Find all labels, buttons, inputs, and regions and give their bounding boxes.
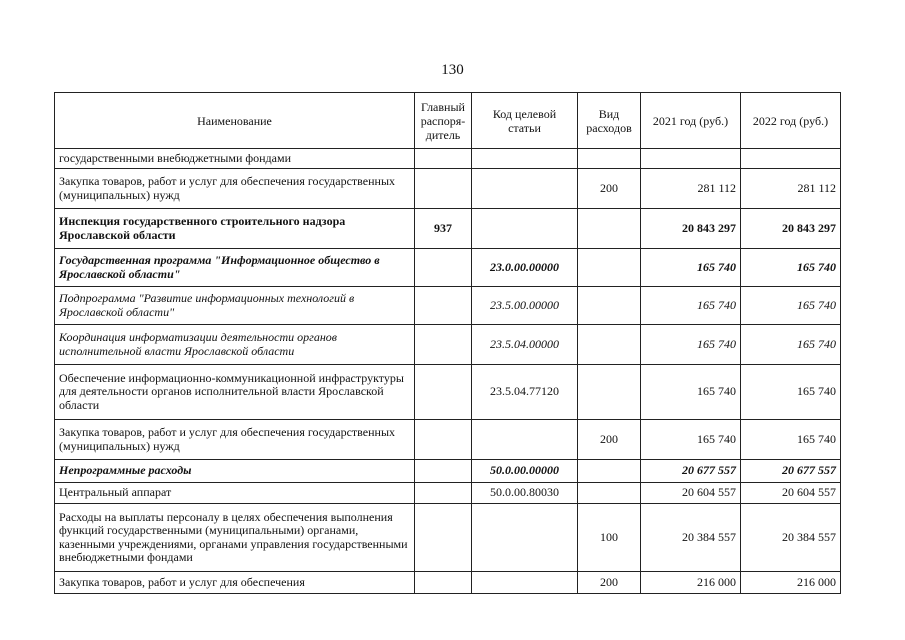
cell-2021: 20 843 297 bbox=[641, 209, 741, 249]
cell-admin bbox=[415, 504, 472, 572]
cell-admin bbox=[415, 149, 472, 169]
cell-2022: 20 384 557 bbox=[741, 504, 841, 572]
cell-code: 23.5.04.77120 bbox=[472, 365, 578, 420]
cell-name: Закупка товаров, работ и услуг для обеспечения государственных (муниципальных) нужд bbox=[55, 420, 415, 460]
table-row bbox=[55, 504, 841, 572]
cell-code bbox=[472, 504, 578, 572]
cell-name: Расходы на выплаты персоналу в целях обеспечения выполнения функций государственными (муниципальными) органами, казенными учреждениями, органами управления государственными внебюджетными фондами bbox=[55, 504, 415, 572]
cell-type bbox=[578, 287, 641, 325]
cell-name: Закупка товаров, работ и услуг для обеспечения bbox=[55, 572, 415, 594]
cell-type bbox=[578, 249, 641, 287]
header-row bbox=[55, 93, 841, 149]
cell-2021: 281 112 bbox=[641, 169, 741, 209]
cell-2021: 165 740 bbox=[641, 420, 741, 460]
cell-type: 100 bbox=[578, 504, 641, 572]
table-row bbox=[55, 287, 841, 325]
cell-code bbox=[472, 209, 578, 249]
table-row bbox=[55, 149, 841, 169]
cell-admin bbox=[415, 460, 472, 483]
cell-type: 200 bbox=[578, 572, 641, 594]
cell-name: Координация информатизации деятельности органов исполнительной власти Ярославской области bbox=[55, 325, 415, 365]
header-type: Вид расходов bbox=[578, 93, 641, 149]
cell-2022: 165 740 bbox=[741, 325, 841, 365]
cell-code bbox=[472, 420, 578, 460]
header-code: Код целевой статьи bbox=[472, 93, 578, 149]
header-name: Наименование bbox=[55, 93, 415, 149]
cell-2022: 165 740 bbox=[741, 420, 841, 460]
cell-2021: 20 677 557 bbox=[641, 460, 741, 483]
cell-code: 50.0.00.00000 bbox=[472, 460, 578, 483]
cell-2021: 165 740 bbox=[641, 249, 741, 287]
table-row bbox=[55, 209, 841, 249]
cell-admin bbox=[415, 365, 472, 420]
cell-type: 200 bbox=[578, 169, 641, 209]
cell-2021 bbox=[641, 149, 741, 169]
cell-name: Закупка товаров, работ и услуг для обеспечения государственных (муниципальных) нужд bbox=[55, 169, 415, 209]
table-row bbox=[55, 365, 841, 420]
table-row bbox=[55, 483, 841, 504]
cell-name: Подпрограмма "Развитие информационных технологий в Ярославской области" bbox=[55, 287, 415, 325]
cell-admin bbox=[415, 287, 472, 325]
cell-name: Инспекция государственного строительного надзора Ярославской области bbox=[55, 209, 415, 249]
cell-type bbox=[578, 483, 641, 504]
cell-code bbox=[472, 149, 578, 169]
cell-admin bbox=[415, 420, 472, 460]
cell-2022: 20 843 297 bbox=[741, 209, 841, 249]
cell-admin: 937 bbox=[415, 209, 472, 249]
cell-2022: 20 604 557 bbox=[741, 483, 841, 504]
cell-admin bbox=[415, 572, 472, 594]
cell-admin bbox=[415, 249, 472, 287]
cell-name: Государственная программа "Информационное общество в Ярославской области" bbox=[55, 249, 415, 287]
cell-2022: 20 677 557 bbox=[741, 460, 841, 483]
table-row bbox=[55, 169, 841, 209]
cell-admin bbox=[415, 325, 472, 365]
table-row bbox=[55, 325, 841, 365]
table-row bbox=[55, 249, 841, 287]
cell-code bbox=[472, 572, 578, 594]
cell-admin bbox=[415, 169, 472, 209]
cell-2022: 165 740 bbox=[741, 365, 841, 420]
cell-code: 23.0.00.00000 bbox=[472, 249, 578, 287]
cell-admin bbox=[415, 483, 472, 504]
cell-code: 23.5.04.00000 bbox=[472, 325, 578, 365]
cell-type bbox=[578, 149, 641, 169]
budget-table bbox=[54, 92, 841, 594]
cell-code: 23.5.00.00000 bbox=[472, 287, 578, 325]
cell-type bbox=[578, 325, 641, 365]
cell-type bbox=[578, 209, 641, 249]
page-number: 130 bbox=[441, 62, 464, 78]
cell-2021: 216 000 bbox=[641, 572, 741, 594]
cell-2021: 20 604 557 bbox=[641, 483, 741, 504]
table-row bbox=[55, 420, 841, 460]
cell-type bbox=[578, 365, 641, 420]
cell-2022: 216 000 bbox=[741, 572, 841, 594]
cell-code bbox=[472, 169, 578, 209]
cell-2021: 165 740 bbox=[641, 365, 741, 420]
cell-2022 bbox=[741, 149, 841, 169]
cell-name: Обеспечение информационно-коммуникационной инфраструктуры для деятельности органов исполнительной власти Ярославской области bbox=[55, 365, 415, 420]
cell-type: 200 bbox=[578, 420, 641, 460]
table-row bbox=[55, 460, 841, 483]
cell-2022: 281 112 bbox=[741, 169, 841, 209]
cell-name: государственными внебюджетными фондами bbox=[55, 149, 415, 169]
cell-2022: 165 740 bbox=[741, 249, 841, 287]
header-2022: 2022 год (руб.) bbox=[741, 93, 841, 149]
cell-2022: 165 740 bbox=[741, 287, 841, 325]
header-2021: 2021 год (руб.) bbox=[641, 93, 741, 149]
header-admin: Главный распоря-дитель bbox=[415, 93, 472, 149]
cell-2021: 20 384 557 bbox=[641, 504, 741, 572]
cell-code: 50.0.00.80030 bbox=[472, 483, 578, 504]
cell-2021: 165 740 bbox=[641, 287, 741, 325]
table-row bbox=[55, 572, 841, 594]
cell-name: Непрограммные расходы bbox=[55, 460, 415, 483]
cell-name: Центральный аппарат bbox=[55, 483, 415, 504]
cell-type bbox=[578, 460, 641, 483]
cell-2021: 165 740 bbox=[641, 325, 741, 365]
